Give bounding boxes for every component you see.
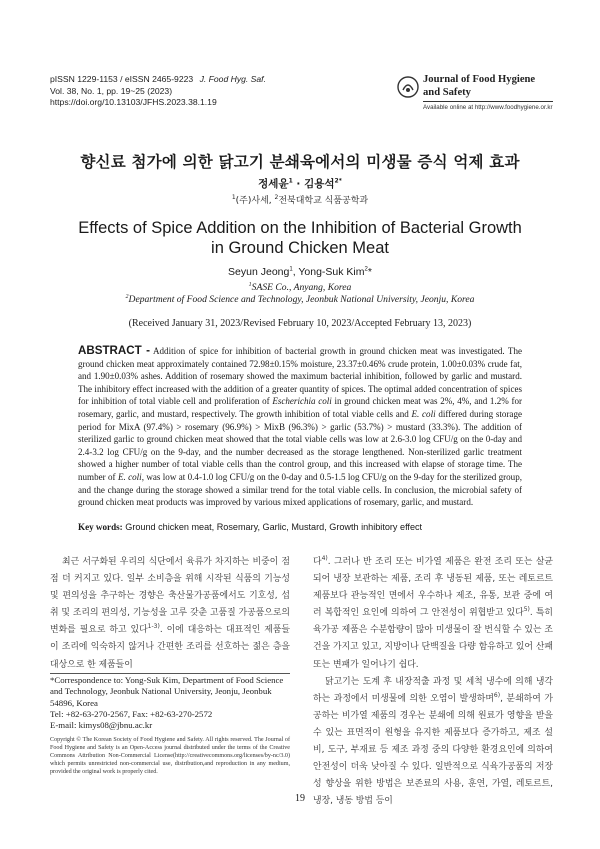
keywords-label: Key words: <box>78 522 123 532</box>
copyright-notice: Copyright © The Korean Society of Food Hygiene and Safety. All rights reserved. The Journal of Food Hygiene and Safety is an Open-Access journal distributed under the terms of the Creative Commons Attribution Non-Commercial License(http://creativecommons.org/licenses/by-nc/3.0) which permits unrestricted non-commercial use, distribution,and reproduction in any medium, provided the original work is properly cited. <box>50 737 290 776</box>
received-dates: (Received January 31, 2023/Revised February 10, 2023/Accepted February 13, 2023) <box>128 318 472 329</box>
volume-line: Vol. 38, No. 1, pp. 19~25 (2023) <box>50 85 173 96</box>
english-affiliation-1: $^1$SASE Co., Anyang, Korea <box>248 281 352 293</box>
logo-title: Journal of Food Hygiene and Safety <box>423 74 536 98</box>
page-number: 19 <box>295 793 305 804</box>
korean-title: 향신료 첨가에 의한 닭고기 분쇄육에서의 미생물 증식 억제 효과 <box>80 153 520 171</box>
logo-divider <box>423 101 553 102</box>
korean-affiliations: $^1$(주)사세, $^2$전북대학교 식품공학과 <box>231 194 369 206</box>
email[interactable]: E-mail: kimys08@jbnu.ac.kr <box>50 720 153 731</box>
doi-link[interactable]: https://doi.org/10.13103/JFHS.2023.38.1.19 <box>50 97 217 108</box>
body-left-column <box>50 554 290 674</box>
keywords: Key words: Ground chicken meat, Rosemary, Garlic, Mustard, Growth inhibitory effect <box>78 522 423 532</box>
english-title: Effects of Spice Addition on the Inhibition of Bacterial Growth in Ground Chicken Meat <box>78 219 522 257</box>
abstract: ABSTRACT - Addition of spice for inhibition of bacterial growth in ground chicken meat was investigated. The ground chicken meat approximately contained 72.98±0.15% moisture, 23.37±0.46% crude protein, 1.00±0.03% crude fat, and 1.90±0.03% ashes. Addition of rosemary showed the maximum bacterial inhibition, followed by garlic and mustard. The inhibitory effect increased with the addition of a greater quantity of spices. The optimal added concentration of spices for inhibition of total viable cell and proliferation of Escherichia coli in ground chicken meat was 2%, 4%, and 1.2% for rosemary, garlic, and mustard, respectively. The growth inhibition of total viable cells and E. coli differed during storage period for MixA (97.4%) > rosemary (96.9%) > MixB (96.3%) > garlic (53.7%) > mustard (33.3%). The addition of sterilized garlic to ground chicken meat showed that the total viable cells was low at 2.6-3.0 log CFU/g on the 0-day and 2.4-3.2 log CFU/g on the 9-day, and the number decreased as the storage lengthened. Non-sterilized garlic treatment showed a higher number of total viable cells than the control group, and this increased with elapse of storage time. The number of E. coli, was low at 0.4-1.0 log CFU/g on the 0-day and 0.5-1.5 log CFU/g on the 9-day for the sterilized group, and the change during the storage showed a similar trend for the total viable cells. In conclusion, the microbial safety of ground chicken meat products was improved by various mixed applications of rosemary, garlic, and mustard. <box>78 344 523 508</box>
issn-line: pISSN 1229-1153 / eISSN 2465-9223 J. Food Hyg. Saf. <box>50 74 266 84</box>
korean-authors: 정세윤$^1$ · 김용석$^{2*}$ <box>258 177 342 190</box>
correspondence-footnote: *Correspondence to: Yong-Suk Kim, Department of Food Science and Technology, Jeonbuk National University, Jeonju, Jeonbuk 54896, Korea Tel: +82-63-270-2567, Fax: +82-63-270-2572 E-mail: kimys08@jbnu.ac.kr <box>50 675 290 731</box>
journal-meta <box>50 74 266 109</box>
body-right-column <box>313 554 553 810</box>
journal-logo-icon <box>397 76 419 98</box>
english-affiliation-2: $^2$Department of Food Science and Technology, Jeonbuk National University, Jeonju, Korea <box>125 293 475 305</box>
abstract-label: ABSTRACT - <box>78 344 151 357</box>
body-paragraph: 닭고기는 도계 후 내장적출 과정 및 세척 냉수에 의해 냉각하는 과정에서 미생물에 의한 오염이 발생하며$^{6)}$, 분쇄하여 가공하는 비가열 제품의 경우는 분쇄에 의해 원료가 영향을 받을 수 있는 표면적이 원형을 유지한 제품보다 증가하고, 제조 설비, 도구, 부재료 등 제조 과정 중의 다양한 환경요인에 의하여 안전성이 더욱 낮아질 수 있다. 일반적으로 식육가공품의 저장성 향상을 위한 방법은 보존료의 사용, 훈연, 가열, 레토르트, 냉장, 냉동 방법 등이 <box>313 676 553 807</box>
journal-logo <box>397 74 555 112</box>
body-paragraph: 다$^{4)}$. 그러나 반 조리 또는 비가열 제품은 완전 조리 또는 살균되어 냉장 보관하는 제품, 조리 후 냉동된 제품, 또는 레토르트 제품보다 관능적인 면에서 우수하나 제조, 유통, 보관 중에 여러 복합적인 요인에 의하여 그 안전성이 위협받고 있다$^{5)}$. 특히 육가공 제품은 수분함량이 많아 미생물이 잘 번식할 수 있는 조건을 가지고 있고, 지방이나 단백질을 다량 함유하고 있어 산패 또는 변패가 일어나기 쉽다. <box>313 555 553 670</box>
english-authors: Seyun Jeong$^1$, Yong-Suk Kim$^2$* <box>228 266 372 278</box>
body-paragraph: 최근 서구화된 우리의 식단에서 육류가 차지하는 비중이 점점 더 커지고 있다. 일부 소비층을 위해 시작된 식품의 기능성 및 편의성을 추구하는 경향은 축산물가공품에서도 기호성, 섭취 및 조리의 편의성, 기능성을 고루 갖춘 고품질 가공품으로의 변화를 필요로 하고 있다$^{1-3)}$. 이에 대응하는 대표적인 제품들이 조리에 익숙하지 않거나 간편한 조리를 선호하는 젊은 층을 대상으로 한 제품들이 <box>50 557 290 670</box>
logo-url[interactable]: Available online at http://www.foodhygiene.or.kr <box>423 104 553 111</box>
footnote-divider <box>50 673 290 674</box>
